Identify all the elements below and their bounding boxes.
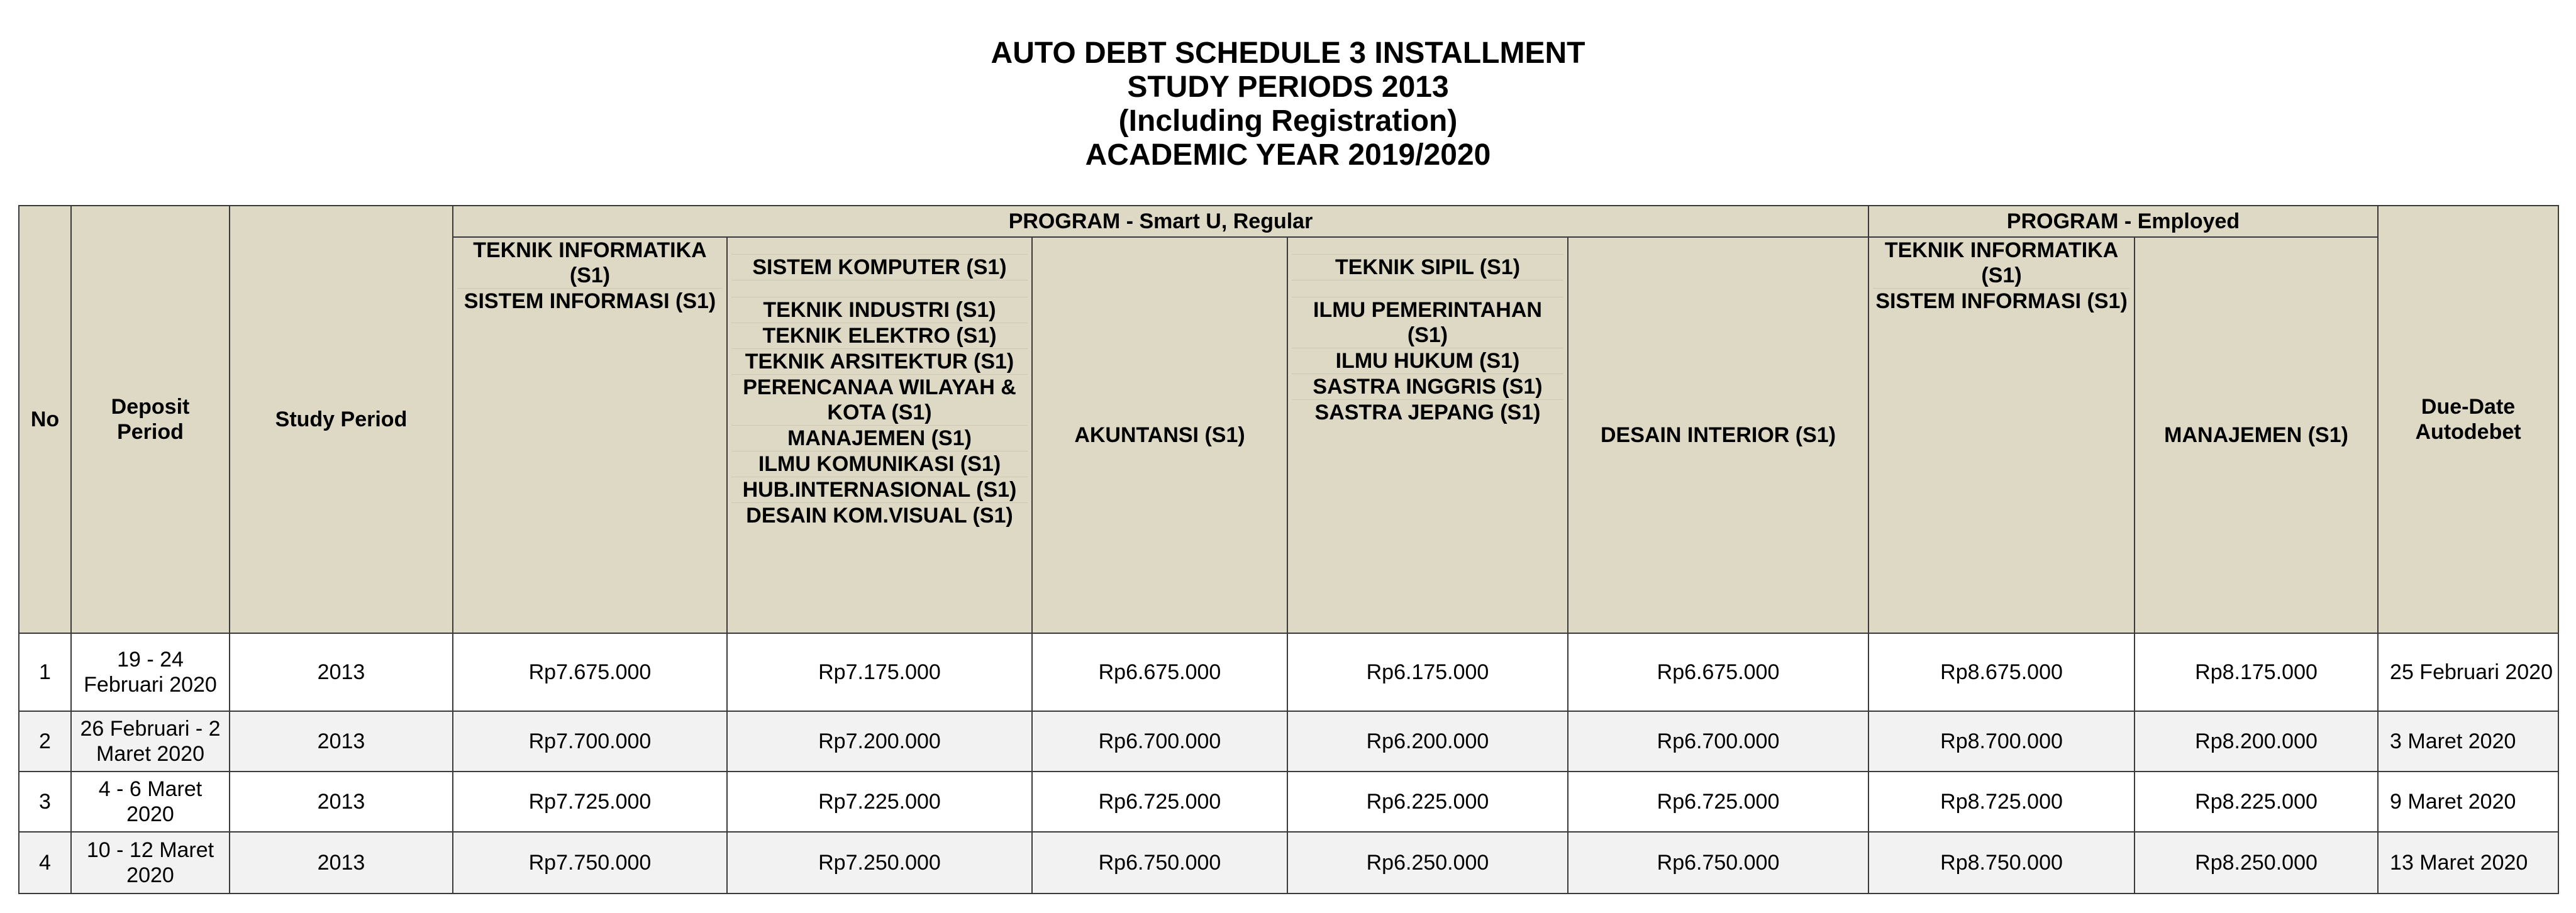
- cell-amount: Rp8.250.000: [2135, 832, 2378, 894]
- cell-amount: Rp6.750.000: [1568, 832, 1868, 894]
- program-label: TEKNIK SIPIL (S1): [1292, 255, 1563, 280]
- cell-amount: Rp8.725.000: [1868, 772, 2135, 832]
- program-label: ILMU PEMERINTAHAN (S1): [1292, 297, 1563, 348]
- program-label: PERENCANAA WILAYAH & KOTA (S1): [731, 375, 1028, 426]
- program-label: TEKNIK ARSITEKTUR (S1): [731, 349, 1028, 375]
- header-col-desain-interior: DESAIN INTERIOR (S1): [1568, 237, 1868, 633]
- cell-amount: Rp7.725.000: [453, 772, 727, 832]
- program-label: MANAJEMEN (S1): [731, 426, 1028, 451]
- cell-due-date: 25 Februari 2020: [2378, 633, 2558, 711]
- cell-amount: Rp7.175.000: [727, 633, 1032, 711]
- cell-due-date: 13 Maret 2020: [2378, 832, 2558, 894]
- header-col-akuntansi: AKUNTANSI (S1): [1032, 237, 1287, 633]
- document-title: [0, 36, 2576, 172]
- program-label: SISTEM KOMPUTER (S1): [731, 255, 1028, 280]
- cell-amount: Rp7.200.000: [727, 711, 1032, 772]
- cell-amount: Rp8.200.000: [2135, 711, 2378, 772]
- program-label: HUB.INTERNASIONAL (S1): [731, 477, 1028, 503]
- cell-due-date: 9 Maret 2020: [2378, 772, 2558, 832]
- program-label: SISTEM INFORMASI (S1): [464, 289, 716, 313]
- cell-deposit: 4 - 6 Maret 2020: [71, 772, 230, 832]
- header-no: No: [19, 206, 71, 633]
- cell-amount: Rp6.725.000: [1032, 772, 1287, 832]
- cell-amount: Rp6.700.000: [1568, 711, 1868, 772]
- cell-amount: Rp8.750.000: [1868, 832, 2135, 894]
- cell-no: 1: [19, 633, 71, 711]
- cell-amount: Rp8.675.000: [1868, 633, 2135, 711]
- cell-deposit: 26 Februari - 2 Maret 2020: [71, 711, 230, 772]
- cell-amount: Rp6.725.000: [1568, 772, 1868, 832]
- cell-amount: Rp7.250.000: [727, 832, 1032, 894]
- header-program-regular: PROGRAM - Smart U, Regular: [453, 206, 1868, 237]
- cell-amount: Rp8.700.000: [1868, 711, 2135, 772]
- program-label: SASTRA INGGRIS (S1): [1292, 374, 1563, 400]
- title-line-4: ACADEMIC YEAR 2019/2020: [1085, 138, 1491, 172]
- table-row: [19, 633, 2558, 711]
- cell-amount: Rp6.225.000: [1287, 772, 1568, 832]
- cell-amount: Rp6.700.000: [1032, 711, 1287, 772]
- header-deposit-period: Deposit Period: [71, 206, 230, 633]
- title-line-2: STUDY PERIODS 2013: [1127, 70, 1449, 104]
- title-line-3: (Including Registration): [1118, 104, 1458, 138]
- cell-amount: Rp6.750.000: [1032, 832, 1287, 894]
- program-label: SISTEM INFORMASI (S1): [1875, 289, 2128, 313]
- cell-no: 4: [19, 832, 71, 894]
- cell-amount: Rp7.750.000: [453, 832, 727, 894]
- header-due-date: Due-Date Autodebet: [2378, 206, 2558, 633]
- cell-amount: Rp6.675.000: [1032, 633, 1287, 711]
- program-label: SASTRA JEPANG (S1): [1314, 401, 1541, 424]
- program-label: ILMU HUKUM (S1): [1292, 348, 1563, 374]
- cell-study: 2013: [230, 633, 453, 711]
- cell-deposit: 10 - 12 Maret 2020: [71, 832, 230, 894]
- header-col-komputer: [727, 237, 1032, 633]
- program-label: TEKNIK INDUSTRI (S1): [731, 297, 1028, 323]
- program-label: TEKNIK ELEKTRO (S1): [731, 323, 1028, 349]
- cell-study: 2013: [230, 711, 453, 772]
- header-study-period: Study Period: [230, 206, 453, 633]
- cell-amount: Rp7.675.000: [453, 633, 727, 711]
- schedule-table: [18, 205, 2559, 894]
- header-col-informatika-employed: [1868, 237, 2135, 633]
- program-label: ILMU KOMUNIKASI (S1): [731, 451, 1028, 477]
- cell-amount: Rp6.250.000: [1287, 832, 1568, 894]
- table-row: [19, 772, 2558, 832]
- cell-no: 2: [19, 711, 71, 772]
- cell-due-date: 3 Maret 2020: [2378, 711, 2558, 772]
- header-col-manajemen-employed: MANAJEMEN (S1): [2135, 237, 2378, 633]
- cell-deposit: 19 - 24 Februari 2020: [71, 633, 230, 711]
- cell-study: 2013: [230, 832, 453, 894]
- table-row: [19, 711, 2558, 772]
- cell-amount: Rp7.225.000: [727, 772, 1032, 832]
- cell-no: 3: [19, 772, 71, 832]
- header-col-informatika: [453, 237, 727, 633]
- cell-amount: Rp6.675.000: [1568, 633, 1868, 711]
- program-label: TEKNIK INFORMATIKA (S1): [1873, 238, 2130, 289]
- program-label: TEKNIK INFORMATIKA (S1): [457, 238, 723, 289]
- cell-amount: Rp8.175.000: [2135, 633, 2378, 711]
- header-program-employed: PROGRAM - Employed: [1868, 206, 2378, 237]
- program-label: DESAIN KOM.VISUAL (S1): [746, 504, 1013, 528]
- cell-amount: Rp8.225.000: [2135, 772, 2378, 832]
- cell-amount: Rp7.700.000: [453, 711, 727, 772]
- cell-study: 2013: [230, 772, 453, 832]
- title-line-1: AUTO DEBT SCHEDULE 3 INSTALLMENT: [991, 36, 1585, 70]
- cell-amount: Rp6.200.000: [1287, 711, 1568, 772]
- table-row: [19, 832, 2558, 894]
- header-col-sipil: [1287, 237, 1568, 633]
- cell-amount: Rp6.175.000: [1287, 633, 1568, 711]
